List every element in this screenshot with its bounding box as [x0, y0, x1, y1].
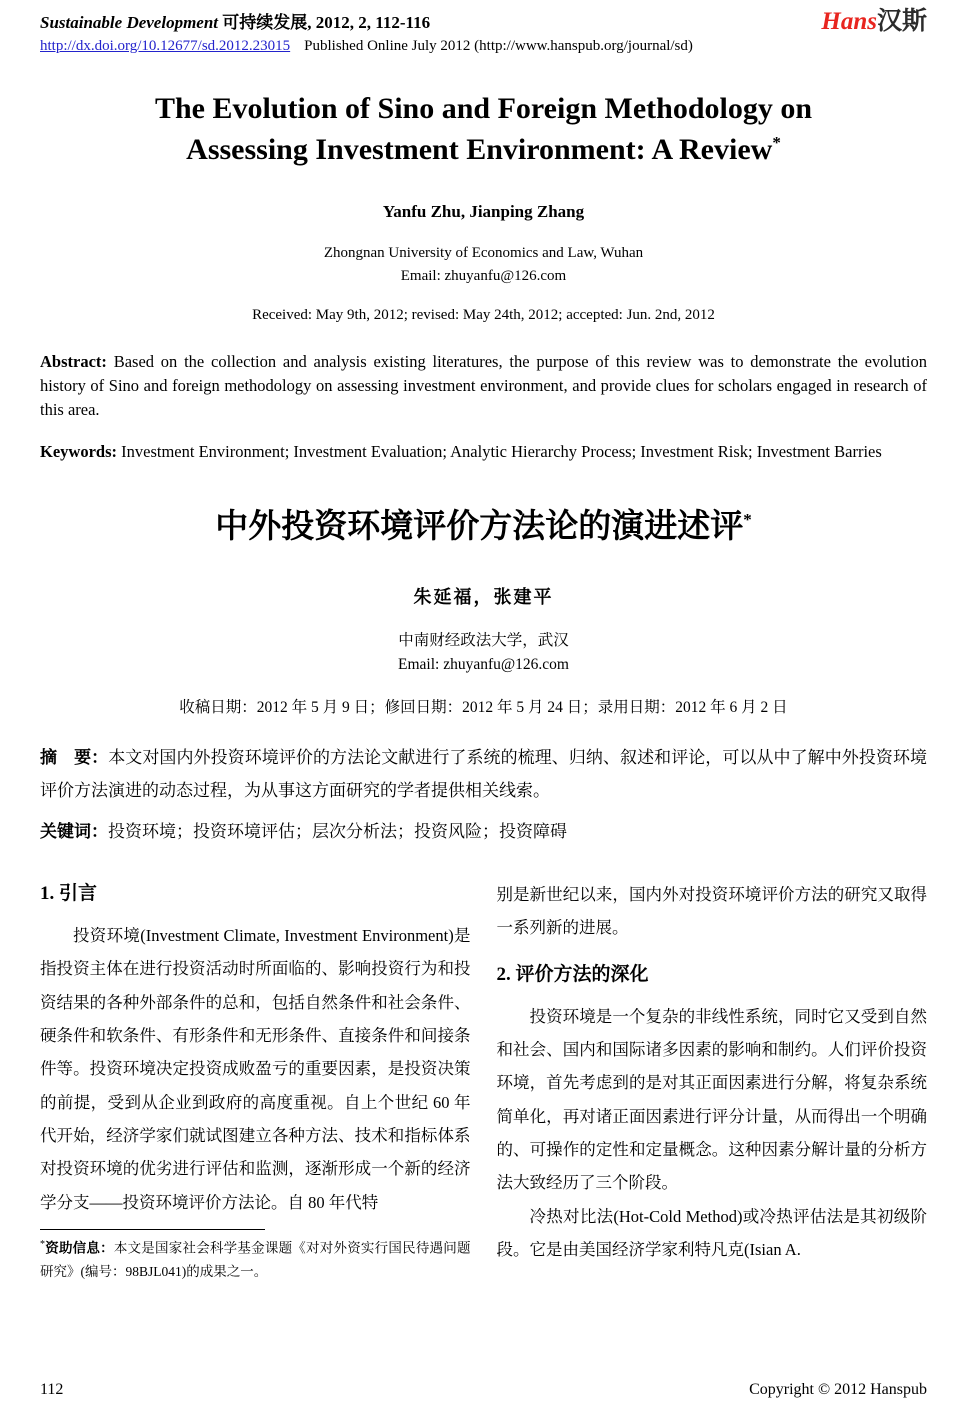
- dates-english: Received: May 9th, 2012; revised: May 24th, 2012; accepted: Jun. 2nd, 2012: [252, 307, 715, 323]
- copyright-text: Copyright © 2012 Hanspub: [749, 1381, 927, 1398]
- abstract-text-english: Based on the collection and analysis existing literatures, the purpose of this review was to demonstrate the evolution history of Sino and foreign methodology on assessing investment environment, and provide clues for scholars engaged in research of this area.: [40, 352, 927, 419]
- left-column: [40, 878, 471, 1283]
- paper-title-chinese: [40, 500, 927, 547]
- section-2-paragraph-2: 冷热对比法(Hot-Cold Method)或冷热评估法是其初级阶段。它是由美国经济学家利特凡克(Isian A.: [496, 1206, 927, 1260]
- cn-title-asterisk: *: [743, 509, 752, 529]
- continued-paragraph: 别是新世纪以来，国内外对投资环境评价方法的研究又取得一系列新的进展。: [496, 885, 927, 938]
- abstract-label-english: Abstract:: [40, 352, 107, 371]
- cn-title-text: 中外投资环境评价方法论的演进述评: [215, 508, 744, 545]
- journal-name-chinese: 可持续发展, 2012, 2, 112-116: [218, 13, 431, 32]
- affiliation-text: Zhongnan University of Economics and Law, Wuhan: [323, 245, 644, 261]
- email-chinese: Email: zhuyanfu@126.com: [398, 655, 569, 673]
- footnote: [40, 1236, 471, 1283]
- section-2-paragraph-1: 投资环境是一个复杂的非线性系统，同时它又受到自然和社会、国内和国际诸多因素的影响和制约。人们评价投资环境，首先考虑到的是对其正面因素进行分解，将复杂系统简单化，再对诸正面因素进行评分计量，从而得出一个明确的、可操作的定性和定量概念。这种因素分解计量的分析方法大致经历了三个阶段。: [496, 1006, 927, 1193]
- footnote-divider: [40, 1229, 265, 1230]
- cn-abstract-label: 摘 要：: [40, 747, 109, 767]
- keywords-label-english: Keywords:: [40, 441, 117, 461]
- page-footer: [40, 1381, 927, 1399]
- authors-english: Yanfu Zhu, Jianping Zhang: [382, 202, 585, 221]
- authors-chinese: 朱延福，张建平: [413, 586, 554, 607]
- abstract-english: [40, 350, 927, 422]
- journal-name-english: Sustainable Development: [40, 13, 219, 32]
- journal-title-line: [40, 8, 693, 33]
- section-1-paragraph: 投资环境(Investment Climate, Investment Environment)是指投资主体在进行投资活动时所面临的、影响投资行为和投资结果的各种外部条件的总和，包括自然条件和社会条件、硬条件和软条件、有形条件和无形条件、直接条件和间接条件等。投资环境决定投资成败盈亏的重要因素，是投资决策的前提，受到从企业到政府的高度重视。自上个世纪 60 年代开始，经济学家们就试图建立各种方法、技术和指标体系对投资环境的优劣进行评估和监测，逐渐形成一个新的经济学分支——投资环境评价方法论。自 80 年代特: [40, 926, 471, 1212]
- cn-abstract-text: 本文对国内外投资环境评价的方法论文献进行了系统的梳理、归纳、叙述和评论，可以从中了解中外投资环境评价方法演进的动态过程，为从事这方面研究的学者提供相关线索。: [40, 747, 928, 800]
- page-header: [40, 8, 927, 55]
- keywords-chinese: [40, 815, 927, 848]
- keywords-english: [40, 440, 927, 464]
- title-line-1: The Evolution of Sino and Foreign Methodology on: [154, 92, 813, 125]
- section-2-heading: 2. 评价方法的深化: [496, 963, 649, 985]
- hanspub-logo-english: Hans: [821, 8, 877, 35]
- affiliation-chinese: [40, 629, 927, 677]
- abstract-chinese: [40, 741, 927, 807]
- doi-line: [40, 38, 693, 55]
- published-online-text: Published Online July 2012 (http://www.hanspub.org/journal/sd): [304, 38, 693, 54]
- right-column: [497, 878, 928, 1283]
- title-asterisk: *: [772, 132, 781, 152]
- section-1-heading: 1. 引言: [40, 883, 98, 905]
- footnote-label: 资助信息：: [45, 1240, 114, 1256]
- footnote-marker: *: [40, 1239, 45, 1251]
- body-columns: [40, 878, 927, 1283]
- cn-keywords-text: 投资环境；投资环境评估；层次分析法；投资风险；投资障碍: [108, 822, 567, 841]
- affiliation-english: [40, 242, 927, 287]
- hanspub-logo-chinese: 汉斯: [876, 8, 927, 35]
- cn-keywords-label: 关键词：: [40, 822, 108, 841]
- header-left: [40, 8, 693, 55]
- title-line-2: Assessing Investment Environment: A Review: [186, 132, 773, 166]
- hanspub-logo: [821, 9, 927, 34]
- paper-title-english: [40, 89, 927, 170]
- keywords-text-english: Investment Environment; Investment Evaluation; Analytic Hierarchy Process; Investment Risk; Investment Barries: [117, 441, 882, 461]
- footnote-text: 本文是国家社会科学基金课题《对对外资实行国民待遇问题研究》(编号：98BJL041)的成果之一。: [40, 1240, 471, 1279]
- page-number: 112: [40, 1381, 64, 1398]
- cn-affiliation-text: 中南财经政法大学，武汉: [398, 631, 569, 649]
- doi-link[interactable]: http://dx.doi.org/10.12677/sd.2012.23015: [40, 38, 291, 54]
- email-english: Email: zhuyanfu@126.com: [400, 267, 567, 284]
- dates-chinese: 收稿日期：2012 年 5 月 9 日；修回日期：2012 年 5 月 24 日；录用日期：2012 年 6 月 2 日: [179, 698, 788, 716]
